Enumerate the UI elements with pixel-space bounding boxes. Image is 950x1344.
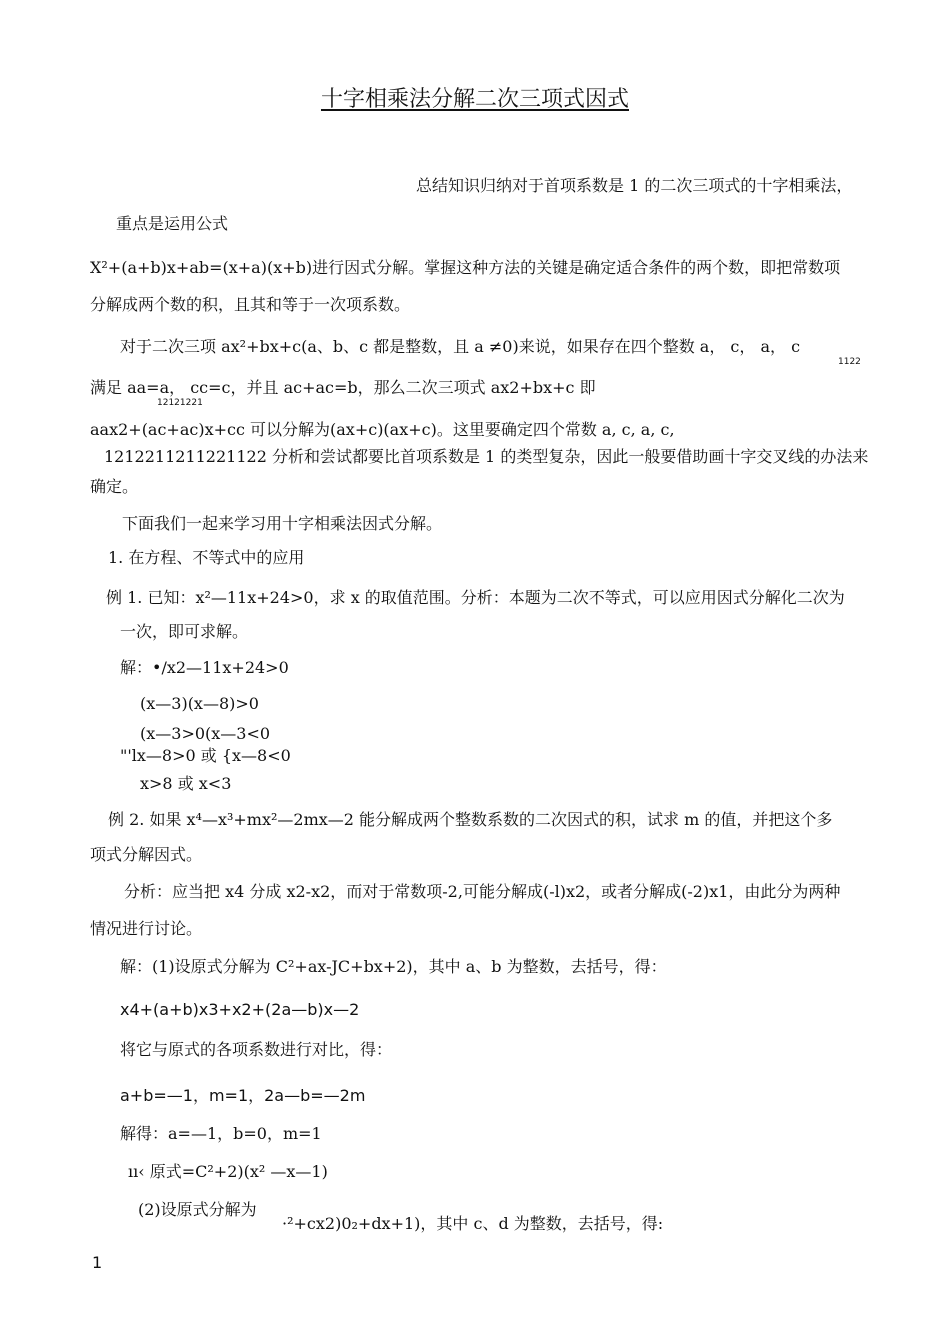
text-line: aax2+(ac+ac)x+cc 可以分解为(ax+c)(ax+c)。这里要确定四个常数 a, c, a, c, bbox=[90, 420, 675, 439]
text-line: 分解成两个数的积，且其和等于一次项系数。 bbox=[90, 295, 411, 314]
text-line: 满足 aa=a， cc=c，并且 ac+ac=b，那么二次三项式 ax2+bx+c 即 bbox=[90, 378, 596, 397]
text-line: 确定。 bbox=[90, 477, 139, 496]
text-line: X²+(a+b)x+ab=(x+a)(x+b)进行因式分解。掌握这种方法的关键是确定适合条件的两个数，即把常数项 bbox=[90, 258, 841, 277]
text-line: 重点是运用公式 bbox=[116, 214, 229, 233]
text-line: 将它与原式的各项系数进行对比，得： bbox=[120, 1040, 393, 1059]
text-line: 情况进行讨论。 bbox=[90, 919, 203, 938]
text-line: 例 2. 如果 x⁴—x³+mx²—2mx—2 能分解成两个整数系数的二次因式的积，试求 m 的值，并把这个多 bbox=[108, 810, 833, 829]
math-line: (x—3>0(x—3<0 bbox=[140, 724, 271, 743]
subscript-digits: 12121221 bbox=[157, 398, 203, 408]
math-line: a+b=—1，m=1，2a—b=—2m bbox=[120, 1086, 366, 1105]
section-heading: 1. 在方程、不等式中的应用 bbox=[108, 548, 305, 567]
math-line: "'lx—8>0 或 {x—8<0 bbox=[120, 746, 291, 765]
text-line: 一次，即可求解。 bbox=[120, 622, 249, 641]
math-line: 解得：a=—1，b=0，m=1 bbox=[120, 1124, 322, 1143]
text-line: 分析：应当把 x4 分成 x2-x2，而对于常数项-2,可能分解成(-l)x2，或者分解成(-2)x1，由此分为两种 bbox=[124, 882, 841, 901]
text-line: 下面我们一起来学习用十字相乘法因式分解。 bbox=[122, 514, 443, 533]
math-line: x>8 或 x<3 bbox=[140, 774, 232, 793]
page-number: 1 bbox=[92, 1253, 103, 1272]
text-line: ·²+cx2)0₂+dx+1)，其中 c、d 为整数，去括号，得: bbox=[282, 1214, 664, 1233]
subscript-digits: 1122 bbox=[838, 357, 861, 367]
math-line: 解：•/x2—11x+24>0 bbox=[120, 658, 289, 677]
page-title: 十字相乘法分解二次三项式因式 bbox=[320, 87, 629, 112]
text-line: 项式分解因式。 bbox=[90, 845, 203, 864]
math-line: x4+(a+b)x3+x2+(2a—b)x—2 bbox=[120, 1000, 360, 1019]
math-line: ıı‹ 原式=C²+2)(x² —x—1) bbox=[128, 1162, 328, 1181]
text-line: (2)设原式分解为 bbox=[138, 1200, 257, 1219]
text-line: 1212211211221122 分析和尝试都要比首项系数是 1 的类型复杂，因此一般要借助画十字交叉线的办法来 bbox=[104, 447, 869, 466]
math-line: (x—3)(x—8)>0 bbox=[140, 694, 259, 713]
text-line: 对于二次三项 ax²+bx+c(a、b、c 都是整数，且 a ≠0)来说，如果存在四个整数 a， c， a， c bbox=[120, 337, 801, 356]
text-line: 例 1. 已知：x²—11x+24>0，求 x 的取值范围。分析：本题为二次不等式，可以应用因式分解化二次为 bbox=[106, 588, 845, 607]
text-line: 解：(1)设原式分解为 C²+ax-JC+bx+2)，其中 a、b 为整数，去括号，得： bbox=[120, 957, 667, 976]
text-line: 总结知识归纳对于首项系数是 1 的二次三项式的十字相乘法， bbox=[416, 176, 853, 195]
